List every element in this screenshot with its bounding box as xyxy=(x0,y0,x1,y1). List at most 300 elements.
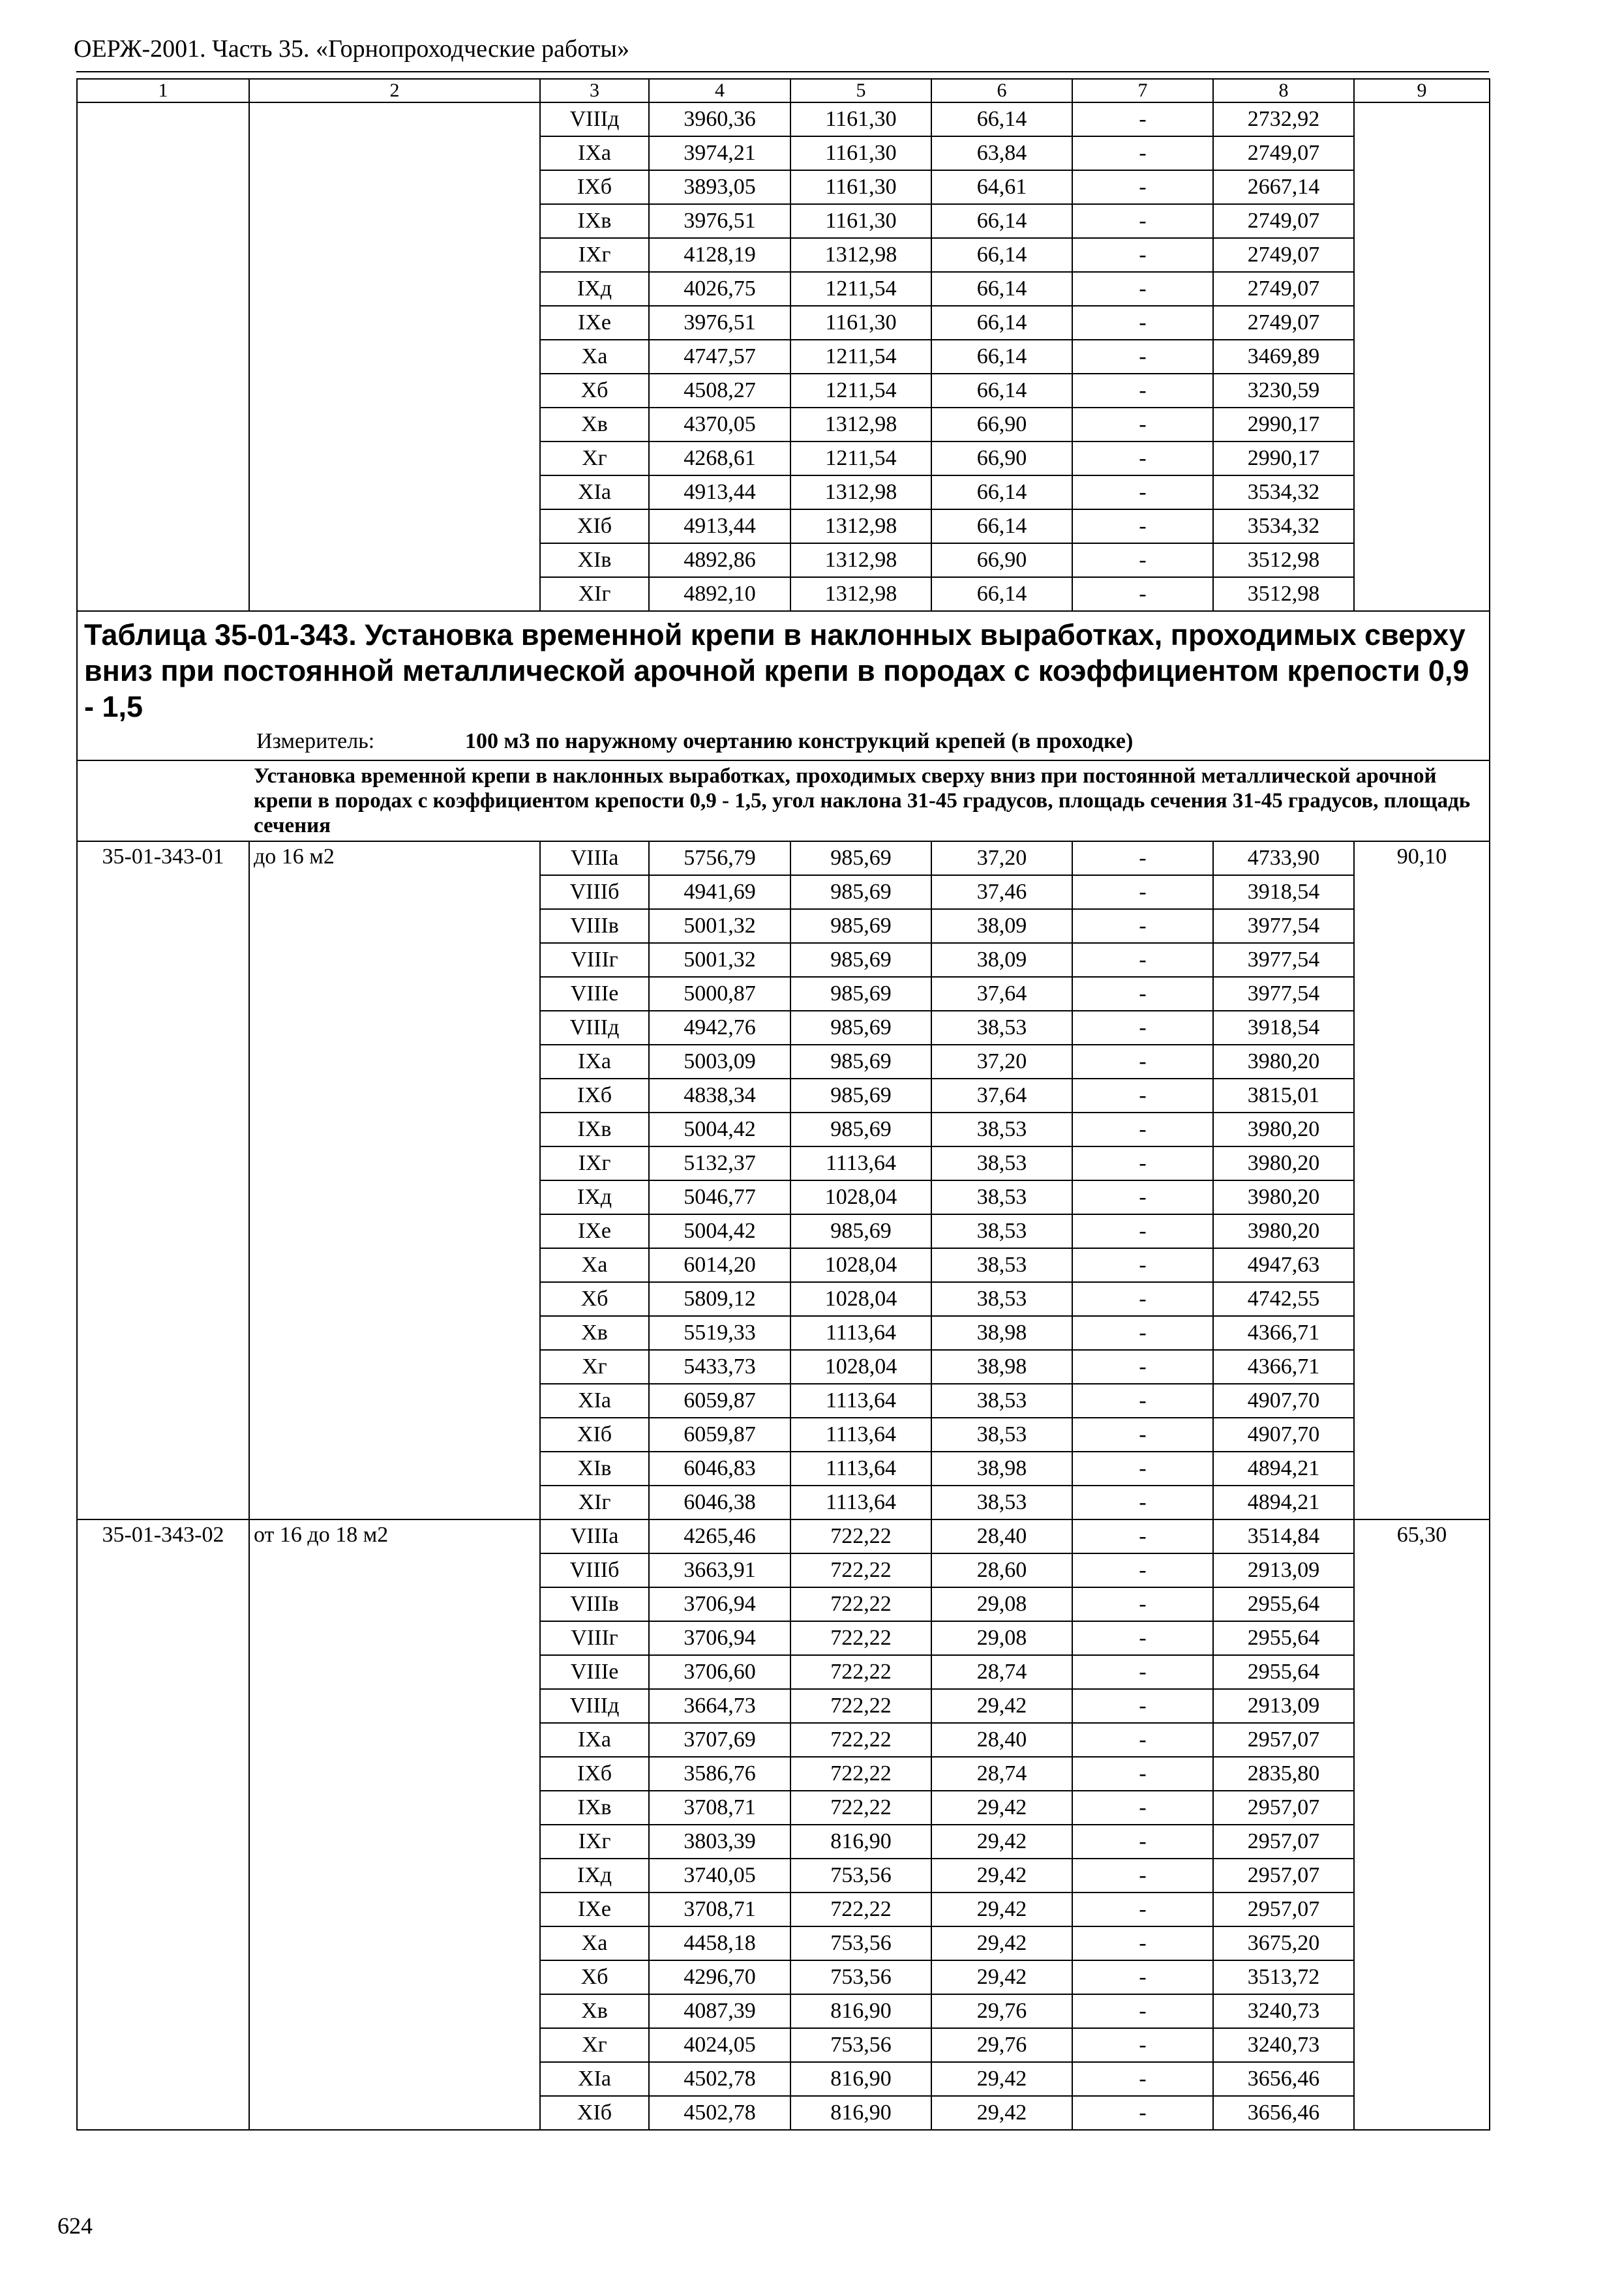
rock-category-cell: Xа xyxy=(540,340,649,374)
driver-wage-cell: - xyxy=(1072,909,1213,943)
machine-cost-cell: 29,76 xyxy=(931,1994,1072,2028)
rock-category-cell: IXд xyxy=(540,1180,649,1214)
materials-cost-cell: 4366,71 xyxy=(1213,1316,1354,1350)
machine-cost-cell: 29,76 xyxy=(931,2028,1072,2062)
wage-cell: 1211,54 xyxy=(790,340,931,374)
driver-wage-cell: - xyxy=(1072,1316,1213,1350)
rates-table-container xyxy=(76,78,1489,2131)
rock-category-cell: XIб xyxy=(540,509,649,543)
driver-wage-cell: - xyxy=(1072,1248,1213,1282)
machine-cost-cell: 38,53 xyxy=(931,1384,1072,1418)
page-number: 624 xyxy=(57,2213,93,2239)
measure-line xyxy=(256,728,1482,755)
wage-cell: 816,90 xyxy=(790,1994,931,2028)
driver-wage-cell: - xyxy=(1072,340,1213,374)
materials-cost-cell: 3977,54 xyxy=(1213,943,1354,977)
rock-category-cell: Xб xyxy=(540,1282,649,1316)
wage-cell: 1113,64 xyxy=(790,1316,931,1350)
wage-cell: 722,22 xyxy=(790,1723,931,1757)
rock-category-cell: IXг xyxy=(540,1146,649,1180)
machine-cost-cell: 29,42 xyxy=(931,1859,1072,1893)
materials-cost-cell: 2955,64 xyxy=(1213,1587,1354,1621)
materials-cost-cell: 4894,21 xyxy=(1213,1452,1354,1486)
direct-cost-cell: 3740,05 xyxy=(649,1859,790,1893)
materials-cost-cell: 2957,07 xyxy=(1213,1825,1354,1859)
materials-cost-cell: 3230,59 xyxy=(1213,374,1354,408)
machine-cost-cell: 66,14 xyxy=(931,475,1072,509)
name-cell: до 16 м2 xyxy=(249,841,540,1519)
table-row xyxy=(77,102,1490,136)
wage-cell: 985,69 xyxy=(790,1045,931,1079)
column-9-cell xyxy=(1354,102,1490,611)
machine-cost-cell: 66,14 xyxy=(931,204,1072,238)
machine-cost-cell: 38,53 xyxy=(931,1180,1072,1214)
subtitle-cell xyxy=(77,760,1490,841)
driver-wage-cell: - xyxy=(1072,1960,1213,1994)
wage-cell: 753,56 xyxy=(790,1859,931,1893)
direct-cost-cell: 5433,73 xyxy=(649,1350,790,1384)
direct-cost-cell: 4838,34 xyxy=(649,1079,790,1113)
machine-cost-cell: 28,40 xyxy=(931,1723,1072,1757)
column-number: 3 xyxy=(540,79,649,102)
rock-category-cell: IXа xyxy=(540,1045,649,1079)
machine-cost-cell: 28,74 xyxy=(931,1655,1072,1689)
rock-category-cell: IXг xyxy=(540,238,649,272)
column-number-row xyxy=(77,79,1490,102)
code-cell: 35-01-343-01 xyxy=(77,841,249,1519)
rock-category-cell: XIа xyxy=(540,2062,649,2096)
direct-cost-cell: 6046,83 xyxy=(649,1452,790,1486)
machine-cost-cell: 66,14 xyxy=(931,102,1072,136)
wage-cell: 1211,54 xyxy=(790,272,931,306)
wage-cell: 816,90 xyxy=(790,1825,931,1859)
rock-category-cell: XIв xyxy=(540,543,649,577)
materials-cost-cell: 4907,70 xyxy=(1213,1418,1354,1452)
direct-cost-cell: 4296,70 xyxy=(649,1960,790,1994)
table-title-row xyxy=(77,611,1490,760)
rock-category-cell: IXб xyxy=(540,170,649,204)
driver-wage-cell: - xyxy=(1072,272,1213,306)
wage-cell: 722,22 xyxy=(790,1655,931,1689)
materials-cost-cell: 2749,07 xyxy=(1213,272,1354,306)
column-number: 7 xyxy=(1072,79,1213,102)
rock-category-cell: IXв xyxy=(540,1113,649,1146)
materials-cost-cell: 2957,07 xyxy=(1213,1859,1354,1893)
direct-cost-cell: 4265,46 xyxy=(649,1519,790,1553)
rock-category-cell: VIIIв xyxy=(540,909,649,943)
rock-category-cell: XIг xyxy=(540,1486,649,1519)
wage-cell: 1312,98 xyxy=(790,577,931,611)
materials-cost-cell: 3656,46 xyxy=(1213,2096,1354,2130)
driver-wage-cell: - xyxy=(1072,943,1213,977)
name-cell xyxy=(249,102,540,611)
direct-cost-cell: 4268,61 xyxy=(649,441,790,475)
wage-cell: 985,69 xyxy=(790,841,931,875)
header-rule xyxy=(76,71,1489,72)
driver-wage-cell: - xyxy=(1072,1045,1213,1079)
driver-wage-cell: - xyxy=(1072,2096,1213,2130)
materials-cost-cell: 2913,09 xyxy=(1213,1689,1354,1723)
machine-cost-cell: 29,42 xyxy=(931,1689,1072,1723)
materials-cost-cell: 3514,84 xyxy=(1213,1519,1354,1553)
column-number: 5 xyxy=(790,79,931,102)
machine-cost-cell: 63,84 xyxy=(931,136,1072,170)
machine-cost-cell: 38,53 xyxy=(931,1486,1072,1519)
rock-category-cell: Xа xyxy=(540,1248,649,1282)
materials-cost-cell: 3980,20 xyxy=(1213,1214,1354,1248)
driver-wage-cell: - xyxy=(1072,543,1213,577)
materials-cost-cell: 2957,07 xyxy=(1213,1893,1354,1926)
rock-category-cell: XIа xyxy=(540,475,649,509)
rock-category-cell: XIа xyxy=(540,1384,649,1418)
rock-category-cell: Xг xyxy=(540,1350,649,1384)
driver-wage-cell: - xyxy=(1072,2062,1213,2096)
direct-cost-cell: 3708,71 xyxy=(649,1893,790,1926)
wage-cell: 1028,04 xyxy=(790,1282,931,1316)
rock-category-cell: IXв xyxy=(540,204,649,238)
rock-category-cell: IXе xyxy=(540,306,649,340)
direct-cost-cell: 3974,21 xyxy=(649,136,790,170)
wage-cell: 722,22 xyxy=(790,1757,931,1791)
direct-cost-cell: 3706,94 xyxy=(649,1587,790,1621)
rock-category-cell: VIIIд xyxy=(540,1689,649,1723)
machine-cost-cell: 28,40 xyxy=(931,1519,1072,1553)
materials-cost-cell: 2957,07 xyxy=(1213,1791,1354,1825)
direct-cost-cell: 6059,87 xyxy=(649,1418,790,1452)
page-header: ОЕРЖ-2001. Часть 35. «Горнопроходческие работы» xyxy=(74,35,629,63)
machine-cost-cell: 38,53 xyxy=(931,1146,1072,1180)
rates-table-body xyxy=(77,79,1490,2130)
wage-cell: 985,69 xyxy=(790,977,931,1011)
wage-cell: 1312,98 xyxy=(790,475,931,509)
wage-cell: 722,22 xyxy=(790,1689,931,1723)
wage-cell: 1028,04 xyxy=(790,1180,931,1214)
rock-category-cell: VIIIа xyxy=(540,1519,649,1553)
wage-cell: 985,69 xyxy=(790,1113,931,1146)
materials-cost-cell: 3980,20 xyxy=(1213,1045,1354,1079)
machine-cost-cell: 64,61 xyxy=(931,170,1072,204)
driver-wage-cell: - xyxy=(1072,1893,1213,1926)
machine-cost-cell: 66,14 xyxy=(931,272,1072,306)
driver-wage-cell: - xyxy=(1072,1113,1213,1146)
materials-cost-cell: 3980,20 xyxy=(1213,1146,1354,1180)
machine-cost-cell: 38,09 xyxy=(931,943,1072,977)
wage-cell: 1161,30 xyxy=(790,170,931,204)
driver-wage-cell: - xyxy=(1072,238,1213,272)
direct-cost-cell: 3976,51 xyxy=(649,306,790,340)
materials-cost-cell: 2990,17 xyxy=(1213,441,1354,475)
direct-cost-cell: 5001,32 xyxy=(649,909,790,943)
driver-wage-cell: - xyxy=(1072,1079,1213,1113)
materials-cost-cell: 3656,46 xyxy=(1213,2062,1354,2096)
rock-category-cell: Xв xyxy=(540,1994,649,2028)
wage-cell: 985,69 xyxy=(790,1214,931,1248)
materials-cost-cell: 3918,54 xyxy=(1213,875,1354,909)
rock-category-cell: IXд xyxy=(540,1859,649,1893)
materials-cost-cell: 2990,17 xyxy=(1213,408,1354,441)
rock-category-cell: VIIIг xyxy=(540,943,649,977)
wage-cell: 722,22 xyxy=(790,1553,931,1587)
driver-wage-cell: - xyxy=(1072,977,1213,1011)
machine-cost-cell: 66,14 xyxy=(931,238,1072,272)
driver-wage-cell: - xyxy=(1072,1655,1213,1689)
driver-wage-cell: - xyxy=(1072,1452,1213,1486)
wage-cell: 1113,64 xyxy=(790,1418,931,1452)
driver-wage-cell: - xyxy=(1072,2028,1213,2062)
rock-category-cell: VIIIд xyxy=(540,1011,649,1045)
direct-cost-cell: 3586,76 xyxy=(649,1757,790,1791)
materials-cost-cell: 3513,72 xyxy=(1213,1960,1354,1994)
rock-category-cell: IXе xyxy=(540,1893,649,1926)
machine-cost-cell: 38,53 xyxy=(931,1011,1072,1045)
direct-cost-cell: 6059,87 xyxy=(649,1384,790,1418)
direct-cost-cell: 4942,76 xyxy=(649,1011,790,1045)
machine-cost-cell: 66,14 xyxy=(931,374,1072,408)
code-cell: 35-01-343-02 xyxy=(77,1519,249,2130)
materials-cost-cell: 2913,09 xyxy=(1213,1553,1354,1587)
machine-cost-cell: 37,64 xyxy=(931,977,1072,1011)
wage-cell: 816,90 xyxy=(790,2062,931,2096)
wage-cell: 1161,30 xyxy=(790,136,931,170)
direct-cost-cell: 4913,44 xyxy=(649,475,790,509)
driver-wage-cell: - xyxy=(1072,1214,1213,1248)
rock-category-cell: VIIIд xyxy=(540,102,649,136)
driver-wage-cell: - xyxy=(1072,1859,1213,1893)
direct-cost-cell: 4502,78 xyxy=(649,2062,790,2096)
materials-cost-cell: 2749,07 xyxy=(1213,136,1354,170)
rock-category-cell: IXа xyxy=(540,1723,649,1757)
direct-cost-cell: 5004,42 xyxy=(649,1113,790,1146)
direct-cost-cell: 5004,42 xyxy=(649,1214,790,1248)
rock-category-cell: VIIIе xyxy=(540,1655,649,1689)
wage-cell: 1312,98 xyxy=(790,509,931,543)
direct-cost-cell: 4913,44 xyxy=(649,509,790,543)
direct-cost-cell: 3960,36 xyxy=(649,102,790,136)
machine-cost-cell: 38,98 xyxy=(931,1452,1072,1486)
wage-cell: 985,69 xyxy=(790,909,931,943)
column-9-cell: 90,10 xyxy=(1354,841,1490,1519)
rock-category-cell: VIIIб xyxy=(540,1553,649,1587)
materials-cost-cell: 2749,07 xyxy=(1213,204,1354,238)
direct-cost-cell: 3706,60 xyxy=(649,1655,790,1689)
machine-cost-cell: 66,90 xyxy=(931,543,1072,577)
driver-wage-cell: - xyxy=(1072,1621,1213,1655)
driver-wage-cell: - xyxy=(1072,374,1213,408)
table-row xyxy=(77,841,1490,875)
direct-cost-cell: 4370,05 xyxy=(649,408,790,441)
wage-cell: 722,22 xyxy=(790,1519,931,1553)
machine-cost-cell: 66,90 xyxy=(931,441,1072,475)
column-number: 4 xyxy=(649,79,790,102)
rock-category-cell: Xв xyxy=(540,408,649,441)
rock-category-cell: VIIIа xyxy=(540,841,649,875)
machine-cost-cell: 29,42 xyxy=(931,1893,1072,1926)
materials-cost-cell: 3977,54 xyxy=(1213,909,1354,943)
direct-cost-cell: 5809,12 xyxy=(649,1282,790,1316)
direct-cost-cell: 3803,39 xyxy=(649,1825,790,1859)
rock-category-cell: XIв xyxy=(540,1452,649,1486)
direct-cost-cell: 4502,78 xyxy=(649,2096,790,2130)
table-title-cell xyxy=(77,611,1490,760)
wage-cell: 1028,04 xyxy=(790,1350,931,1384)
driver-wage-cell: - xyxy=(1072,408,1213,441)
materials-cost-cell: 3918,54 xyxy=(1213,1011,1354,1045)
machine-cost-cell: 66,14 xyxy=(931,340,1072,374)
rock-category-cell: IXд xyxy=(540,272,649,306)
machine-cost-cell: 37,20 xyxy=(931,841,1072,875)
driver-wage-cell: - xyxy=(1072,1146,1213,1180)
materials-cost-cell: 3240,73 xyxy=(1213,1994,1354,2028)
materials-cost-cell: 3469,89 xyxy=(1213,340,1354,374)
code-cell xyxy=(77,102,249,611)
machine-cost-cell: 29,42 xyxy=(931,2096,1072,2130)
column-9-cell: 65,30 xyxy=(1354,1519,1490,2130)
wage-cell: 1113,64 xyxy=(790,1486,931,1519)
materials-cost-cell: 3815,01 xyxy=(1213,1079,1354,1113)
machine-cost-cell: 37,46 xyxy=(931,875,1072,909)
machine-cost-cell: 29,42 xyxy=(931,1960,1072,1994)
materials-cost-cell: 2835,80 xyxy=(1213,1757,1354,1791)
machine-cost-cell: 37,64 xyxy=(931,1079,1072,1113)
materials-cost-cell: 2667,14 xyxy=(1213,170,1354,204)
materials-cost-cell: 2749,07 xyxy=(1213,306,1354,340)
materials-cost-cell: 3512,98 xyxy=(1213,577,1354,611)
machine-cost-cell: 37,20 xyxy=(931,1045,1072,1079)
column-number: 1 xyxy=(77,79,249,102)
wage-cell: 1161,30 xyxy=(790,204,931,238)
direct-cost-cell: 5001,32 xyxy=(649,943,790,977)
direct-cost-cell: 3663,91 xyxy=(649,1553,790,1587)
driver-wage-cell: - xyxy=(1072,475,1213,509)
wage-cell: 985,69 xyxy=(790,875,931,909)
driver-wage-cell: - xyxy=(1072,1994,1213,2028)
wage-cell: 753,56 xyxy=(790,1960,931,1994)
materials-cost-cell: 3980,20 xyxy=(1213,1113,1354,1146)
wage-cell: 1312,98 xyxy=(790,238,931,272)
direct-cost-cell: 5132,37 xyxy=(649,1146,790,1180)
direct-cost-cell: 3893,05 xyxy=(649,170,790,204)
direct-cost-cell: 5519,33 xyxy=(649,1316,790,1350)
driver-wage-cell: - xyxy=(1072,1180,1213,1214)
driver-wage-cell: - xyxy=(1072,1282,1213,1316)
wage-cell: 1312,98 xyxy=(790,408,931,441)
machine-cost-cell: 29,42 xyxy=(931,2062,1072,2096)
wage-cell: 722,22 xyxy=(790,1893,931,1926)
materials-cost-cell: 3980,20 xyxy=(1213,1180,1354,1214)
direct-cost-cell: 5756,79 xyxy=(649,841,790,875)
wage-cell: 985,69 xyxy=(790,1079,931,1113)
materials-cost-cell: 2732,92 xyxy=(1213,102,1354,136)
rock-category-cell: IXб xyxy=(540,1079,649,1113)
direct-cost-cell: 5003,09 xyxy=(649,1045,790,1079)
driver-wage-cell: - xyxy=(1072,102,1213,136)
machine-cost-cell: 66,14 xyxy=(931,577,1072,611)
measure-label: Измеритель: xyxy=(256,729,375,753)
driver-wage-cell: - xyxy=(1072,1011,1213,1045)
materials-cost-cell: 3977,54 xyxy=(1213,977,1354,1011)
rock-category-cell: XIб xyxy=(540,2096,649,2130)
machine-cost-cell: 28,60 xyxy=(931,1553,1072,1587)
wage-cell: 985,69 xyxy=(790,943,931,977)
direct-cost-cell: 5046,77 xyxy=(649,1180,790,1214)
direct-cost-cell: 6014,20 xyxy=(649,1248,790,1282)
driver-wage-cell: - xyxy=(1072,875,1213,909)
column-number: 8 xyxy=(1213,79,1354,102)
rock-category-cell: Xб xyxy=(540,1960,649,1994)
direct-cost-cell: 4747,57 xyxy=(649,340,790,374)
driver-wage-cell: - xyxy=(1072,1757,1213,1791)
materials-cost-cell: 3534,32 xyxy=(1213,475,1354,509)
direct-cost-cell: 3708,71 xyxy=(649,1791,790,1825)
wage-cell: 1312,98 xyxy=(790,543,931,577)
direct-cost-cell: 3976,51 xyxy=(649,204,790,238)
wage-cell: 1161,30 xyxy=(790,306,931,340)
wage-cell: 722,22 xyxy=(790,1621,931,1655)
driver-wage-cell: - xyxy=(1072,841,1213,875)
wage-cell: 1113,64 xyxy=(790,1452,931,1486)
wage-cell: 753,56 xyxy=(790,1926,931,1960)
wage-cell: 1161,30 xyxy=(790,102,931,136)
table-row xyxy=(77,1519,1490,1553)
machine-cost-cell: 29,42 xyxy=(931,1791,1072,1825)
driver-wage-cell: - xyxy=(1072,1825,1213,1859)
direct-cost-cell: 3664,73 xyxy=(649,1689,790,1723)
direct-cost-cell: 4024,05 xyxy=(649,2028,790,2062)
machine-cost-cell: 29,08 xyxy=(931,1621,1072,1655)
wage-cell: 1113,64 xyxy=(790,1384,931,1418)
rock-category-cell: VIIIе xyxy=(540,977,649,1011)
direct-cost-cell: 3707,69 xyxy=(649,1723,790,1757)
direct-cost-cell: 4508,27 xyxy=(649,374,790,408)
direct-cost-cell: 4458,18 xyxy=(649,1926,790,1960)
rock-category-cell: Xг xyxy=(540,2028,649,2062)
direct-cost-cell: 3706,94 xyxy=(649,1621,790,1655)
driver-wage-cell: - xyxy=(1072,1519,1213,1553)
machine-cost-cell: 66,14 xyxy=(931,306,1072,340)
machine-cost-cell: 38,53 xyxy=(931,1282,1072,1316)
driver-wage-cell: - xyxy=(1072,1587,1213,1621)
rock-category-cell: Xб xyxy=(540,374,649,408)
rock-category-cell: Xв xyxy=(540,1316,649,1350)
driver-wage-cell: - xyxy=(1072,509,1213,543)
driver-wage-cell: - xyxy=(1072,1486,1213,1519)
driver-wage-cell: - xyxy=(1072,204,1213,238)
direct-cost-cell: 4941,69 xyxy=(649,875,790,909)
materials-cost-cell: 4733,90 xyxy=(1213,841,1354,875)
wage-cell: 985,69 xyxy=(790,1011,931,1045)
column-number: 2 xyxy=(249,79,540,102)
column-number: 9 xyxy=(1354,79,1490,102)
column-number: 6 xyxy=(931,79,1072,102)
rock-category-cell: Xа xyxy=(540,1926,649,1960)
wage-cell: 1211,54 xyxy=(790,374,931,408)
materials-cost-cell: 4742,55 xyxy=(1213,1282,1354,1316)
materials-cost-cell: 2955,64 xyxy=(1213,1621,1354,1655)
machine-cost-cell: 66,14 xyxy=(931,509,1072,543)
driver-wage-cell: - xyxy=(1072,1791,1213,1825)
driver-wage-cell: - xyxy=(1072,1418,1213,1452)
materials-cost-cell: 4947,63 xyxy=(1213,1248,1354,1282)
subtitle-row xyxy=(77,760,1490,841)
rock-category-cell: Xг xyxy=(540,441,649,475)
machine-cost-cell: 38,53 xyxy=(931,1214,1072,1248)
materials-cost-cell: 4894,21 xyxy=(1213,1486,1354,1519)
machine-cost-cell: 38,53 xyxy=(931,1113,1072,1146)
machine-cost-cell: 29,08 xyxy=(931,1587,1072,1621)
materials-cost-cell: 2749,07 xyxy=(1213,238,1354,272)
driver-wage-cell: - xyxy=(1072,1384,1213,1418)
driver-wage-cell: - xyxy=(1072,136,1213,170)
